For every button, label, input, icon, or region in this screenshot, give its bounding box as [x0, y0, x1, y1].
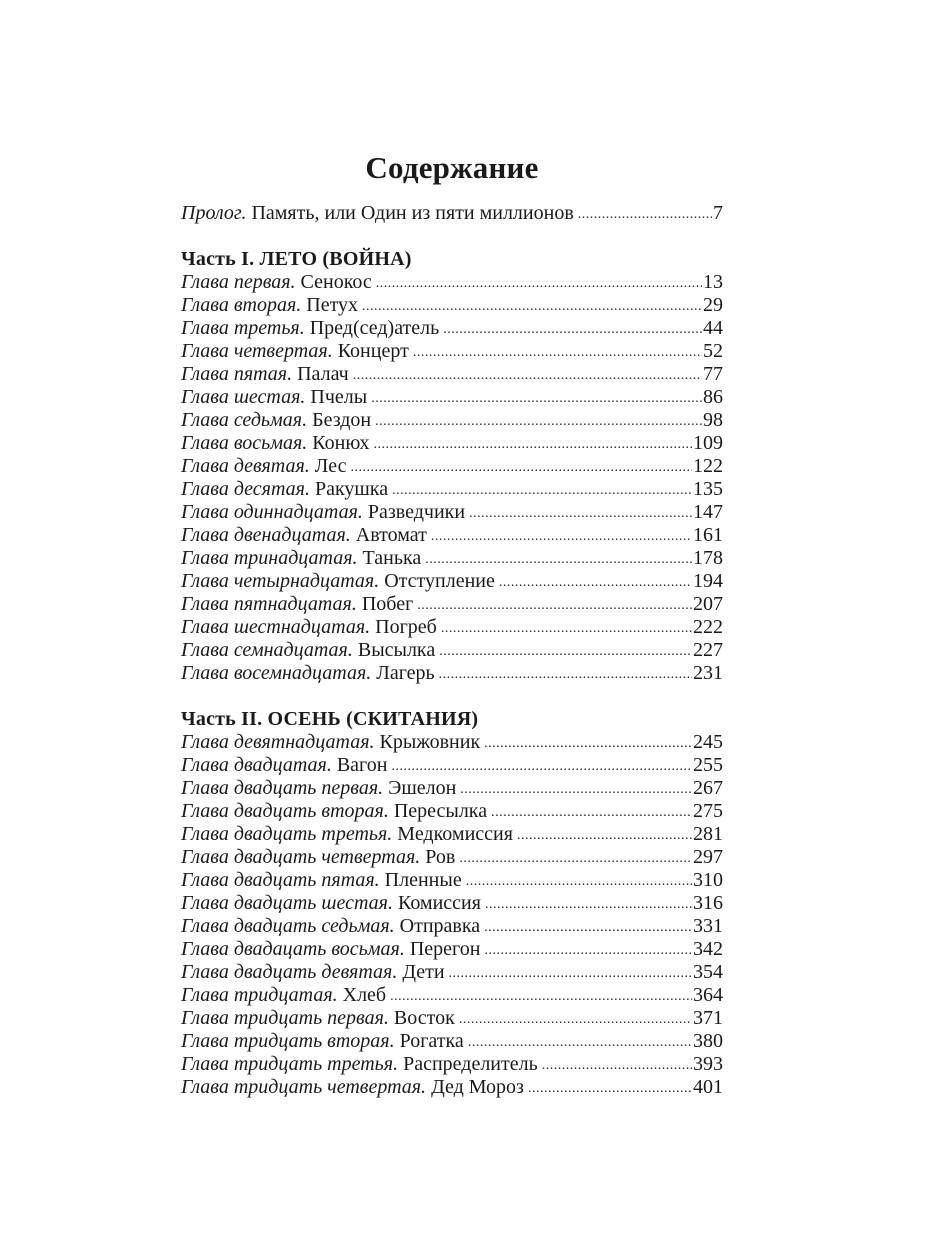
entry-lead: Глава двадцать четвертая.	[181, 846, 421, 868]
dot-leader	[425, 548, 692, 571]
entry-page-number: 401	[693, 1076, 723, 1098]
entry-lead: Глава девятнадцатая.	[181, 731, 375, 753]
entry-name: Лес	[314, 455, 347, 477]
toc-entry	[181, 1007, 723, 1030]
entry-name: Лагерь	[376, 662, 435, 684]
entry-lead: Глава тридцатая.	[181, 984, 338, 1006]
entry-page-number: 255	[693, 754, 723, 776]
toc-entry	[181, 478, 723, 501]
toc-entry	[181, 524, 723, 547]
dot-leader	[459, 1008, 692, 1031]
entry-lead: Глава двенадцатая.	[181, 524, 351, 546]
entry-name: Высылка	[357, 639, 436, 661]
entry-lead: Глава шестая.	[181, 386, 306, 408]
toc-entry	[181, 386, 723, 409]
entry-page-number: 245	[693, 731, 723, 753]
dot-leader	[439, 640, 692, 663]
entry-name: Пчелы	[310, 386, 368, 408]
toc-entry	[181, 1053, 723, 1076]
entry-lead: Глава первая.	[181, 271, 296, 293]
entry-name: Пред(сед)атель	[309, 317, 440, 339]
entry-page-number: 316	[693, 892, 723, 914]
entry-name: Крыжовник	[379, 731, 481, 753]
entry-lead: Глава вторая.	[181, 294, 302, 316]
dot-leader	[499, 571, 692, 594]
toc-entry	[181, 593, 723, 616]
entry-lead: Глава третья.	[181, 317, 305, 339]
entry-page-number: 109	[693, 432, 723, 454]
dot-leader	[353, 364, 702, 387]
entry-page-number: 267	[693, 777, 723, 799]
entry-lead: Глава девятая.	[181, 455, 310, 477]
entry-name: Петух	[306, 294, 359, 316]
entry-page-number: 29	[703, 294, 723, 316]
entry-name: Сенокос	[300, 271, 372, 293]
entry-lead: Глава четырнадцатая.	[181, 570, 380, 592]
toc-entry	[181, 570, 723, 593]
entry-lead: Глава четвертая.	[181, 340, 333, 362]
entry-page-number: 13	[703, 271, 723, 293]
toc-entry	[181, 547, 723, 570]
entry-lead: Пролог.	[181, 202, 247, 224]
entry-page-number: 161	[693, 524, 723, 546]
entry-page-number: 331	[693, 915, 723, 937]
dot-leader	[517, 824, 692, 847]
dot-leader	[371, 387, 702, 410]
toc-entry	[181, 432, 723, 455]
entry-lead: Глава двадцать девятая.	[181, 961, 398, 983]
entry-name: Погреб	[375, 616, 437, 638]
entry-page-number: 310	[693, 869, 723, 891]
entry-page-number: 354	[693, 961, 723, 983]
entry-lead: Глава двадцатая.	[181, 754, 332, 776]
entry-name: Автомат	[355, 524, 427, 546]
toc-entry	[181, 731, 723, 754]
dot-leader	[459, 847, 692, 870]
entry-name: Конюх	[312, 432, 370, 454]
table-of-contents	[181, 146, 723, 1099]
entry-page-number: 194	[693, 570, 723, 592]
part-heading: Часть II. ОСЕНЬ (СКИТАНИЯ)	[181, 708, 479, 730]
entry-lead: Глава шестнадцатая.	[181, 616, 371, 638]
dot-leader	[528, 1077, 692, 1100]
entry-lead: Глава седьмая.	[181, 409, 308, 431]
dot-leader	[466, 870, 692, 893]
entry-name: Вагон	[336, 754, 388, 776]
entry-page-number: 98	[703, 409, 723, 431]
dot-leader	[374, 433, 693, 456]
entry-lead: Глава семнадцатая.	[181, 639, 353, 661]
toc-entry	[181, 501, 723, 524]
dot-leader	[491, 801, 692, 824]
entry-lead: Глава тридцать первая.	[181, 1007, 389, 1029]
toc-entry	[181, 961, 723, 984]
entry-page-number: 77	[703, 363, 723, 385]
entry-page-number: 380	[693, 1030, 723, 1052]
toc-entry	[181, 869, 723, 892]
entry-lead: Глава тринадцатая.	[181, 547, 358, 569]
entry-page-number: 281	[693, 823, 723, 845]
entry-name: Разведчики	[367, 501, 466, 523]
entry-lead: Глава восемнадцатая.	[181, 662, 372, 684]
entry-page-number: 207	[693, 593, 723, 615]
entry-lead: Глава двадцать пятая.	[181, 869, 380, 891]
dot-leader	[484, 732, 692, 755]
entry-lead: Глава двадцать третья.	[181, 823, 393, 845]
toc-entry	[181, 777, 723, 800]
entry-page-number: 275	[693, 800, 723, 822]
toc-entry-prologue	[181, 202, 723, 225]
entry-page-number: 86	[703, 386, 723, 408]
toc-entry	[181, 639, 723, 662]
toc-entry	[181, 984, 723, 1007]
part-2-chapter-list	[181, 731, 723, 1099]
entry-lead: Глава десятая.	[181, 478, 310, 500]
spacer	[181, 225, 723, 248]
toc-entry	[181, 455, 723, 478]
entry-name: Пленные	[384, 869, 462, 891]
page-title: Содержание	[365, 150, 539, 185]
dot-leader	[469, 502, 692, 525]
dot-leader	[417, 594, 692, 617]
entry-page-number: 371	[693, 1007, 723, 1029]
entry-page-number: 178	[693, 547, 723, 569]
entry-name: Отправка	[399, 915, 481, 937]
entry-lead: Глава двадацать восьмая.	[181, 938, 405, 960]
entry-page-number: 231	[693, 662, 723, 684]
entry-name: Дети	[402, 961, 445, 983]
entry-lead: Глава двадцать седьмая.	[181, 915, 395, 937]
entry-page-number: 52	[703, 340, 723, 362]
dot-leader	[376, 272, 702, 295]
dot-leader	[350, 456, 692, 479]
dot-leader	[431, 525, 692, 548]
toc-entry	[181, 823, 723, 846]
entry-name: Перегон	[409, 938, 481, 960]
dot-leader	[542, 1054, 692, 1077]
entry-page-number: 364	[693, 984, 723, 1006]
entry-lead: Глава тридцать третья.	[181, 1053, 399, 1075]
entry-name: Побег	[361, 593, 414, 615]
dot-leader	[441, 617, 692, 640]
dot-leader	[391, 755, 692, 778]
entry-lead: Глава восьмая.	[181, 432, 308, 454]
entry-lead: Глава тридцать вторая.	[181, 1030, 395, 1052]
toc-entry	[181, 409, 723, 432]
entry-name: Память, или Один из пяти миллионов	[251, 202, 574, 224]
dot-leader	[439, 663, 692, 686]
spacer	[181, 685, 723, 708]
entry-lead: Глава тридцать четвертая.	[181, 1076, 427, 1098]
toc-entry	[181, 662, 723, 685]
toc-entry	[181, 915, 723, 938]
dot-leader	[485, 893, 692, 916]
entry-name: Ров	[425, 846, 456, 868]
entry-page-number: 7	[713, 202, 723, 224]
entry-lead: Глава двадцать первая.	[181, 777, 384, 799]
toc-entry	[181, 754, 723, 777]
toc-entry	[181, 616, 723, 639]
toc-entry	[181, 317, 723, 340]
entry-name: Распределитель	[403, 1053, 538, 1075]
entry-lead: Глава пятая.	[181, 363, 293, 385]
entry-name: Концерт	[337, 340, 409, 362]
part-heading: Часть I. ЛЕТО (ВОЙНА)	[181, 248, 412, 270]
entry-lead: Глава одиннадцатая.	[181, 501, 363, 523]
dot-leader	[578, 203, 712, 226]
entry-name: Отступление	[384, 570, 495, 592]
entry-page-number: 342	[693, 938, 723, 960]
entry-name: Хлеб	[342, 984, 387, 1006]
entry-page-number: 122	[693, 455, 723, 477]
entry-page-number: 227	[693, 639, 723, 661]
entry-name: Дед Мороз	[431, 1076, 524, 1098]
toc-entry	[181, 846, 723, 869]
toc-entry	[181, 892, 723, 915]
part-1-chapter-list	[181, 271, 723, 685]
entry-page-number: 297	[693, 846, 723, 868]
entry-lead: Глава двадцать шестая.	[181, 892, 393, 914]
toc-entry	[181, 363, 723, 386]
entry-name: Палач	[297, 363, 349, 385]
entry-name: Комиссия	[397, 892, 481, 914]
entry-page-number: 393	[693, 1053, 723, 1075]
entry-page-number: 147	[693, 501, 723, 523]
dot-leader	[443, 318, 702, 341]
dot-leader	[392, 479, 692, 502]
entry-name: Ракушка	[314, 478, 389, 500]
entry-name: Медкомиссия	[397, 823, 513, 845]
dot-leader	[413, 341, 702, 364]
entry-lead: Глава пятнадцатая.	[181, 593, 357, 615]
entry-name: Пересылка	[393, 800, 488, 822]
entry-page-number: 222	[693, 616, 723, 638]
toc-entry	[181, 1076, 723, 1099]
toc-entry	[181, 294, 723, 317]
toc-entry	[181, 340, 723, 363]
dot-leader	[460, 778, 692, 801]
entry-name: Рогатка	[399, 1030, 464, 1052]
dot-leader	[468, 1031, 692, 1054]
entry-name: Эшелон	[388, 777, 457, 799]
entry-name: Восток	[393, 1007, 455, 1029]
toc-entry	[181, 1030, 723, 1053]
dot-leader	[390, 985, 692, 1008]
entry-lead: Глава двадцать вторая.	[181, 800, 389, 822]
toc-entry	[181, 938, 723, 961]
toc-entry	[181, 271, 723, 294]
dot-leader	[484, 916, 692, 939]
dot-leader	[449, 962, 692, 985]
entry-name: Бездон	[312, 409, 372, 431]
dot-leader	[484, 939, 692, 962]
dot-leader	[375, 410, 702, 433]
entry-name: Танька	[362, 547, 422, 569]
entry-page-number: 44	[703, 317, 723, 339]
dot-leader	[362, 295, 702, 318]
toc-entry	[181, 800, 723, 823]
entry-page-number: 135	[693, 478, 723, 500]
